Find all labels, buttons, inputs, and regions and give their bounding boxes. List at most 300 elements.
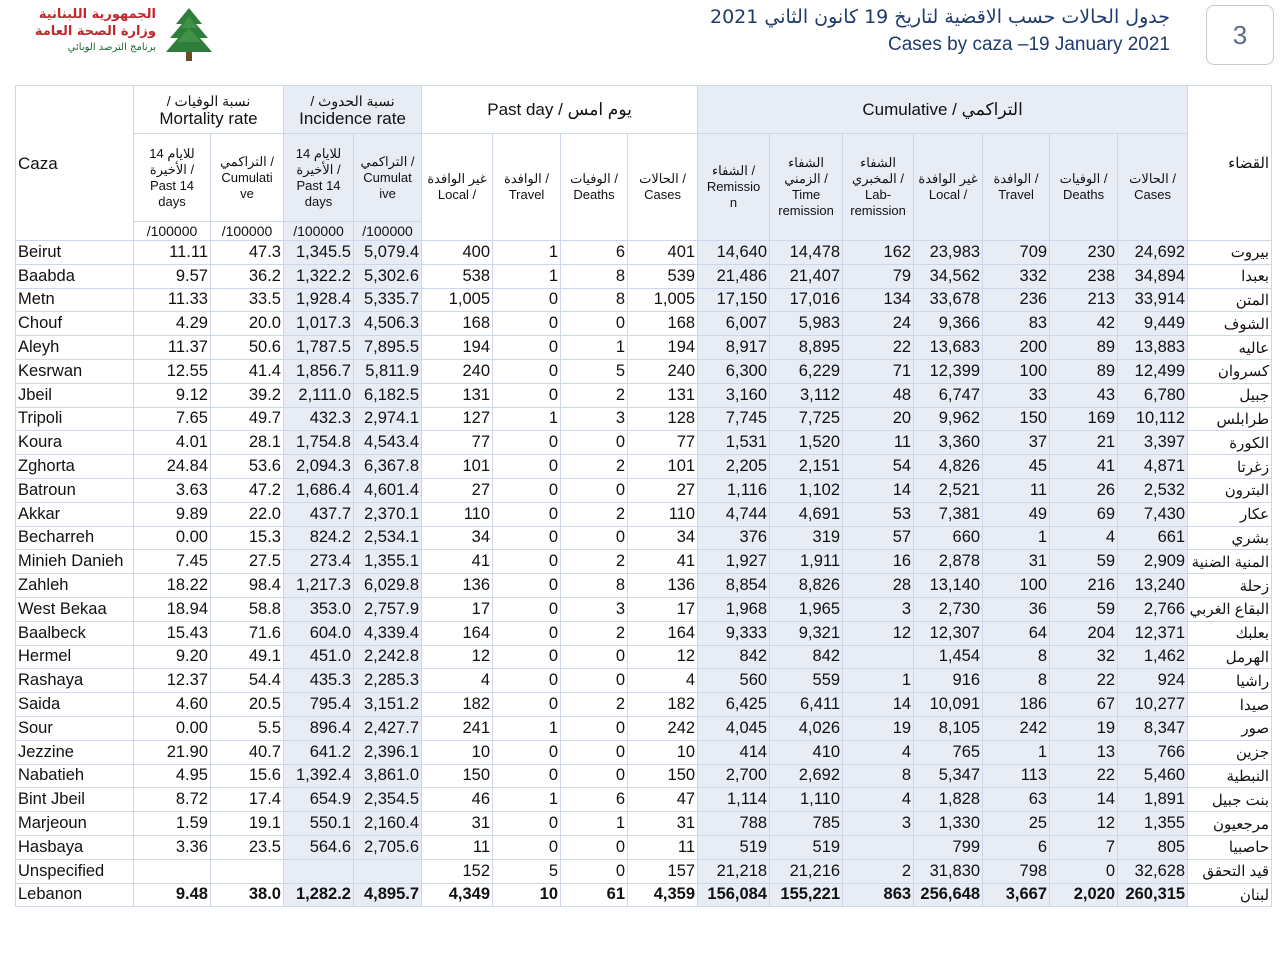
mortality-past14: 18.22 <box>134 574 211 598</box>
table-row <box>16 407 1272 431</box>
caza-name-arabic: طرابلس <box>1188 407 1272 431</box>
incidence-past14: 1,928.4 <box>284 288 354 312</box>
ministry-logo <box>16 6 211 62</box>
cum-cases: 260,315 <box>1118 883 1188 907</box>
pastday-travel: 0 <box>493 740 561 764</box>
cum-time-remission: 6,229 <box>770 359 843 383</box>
table-row <box>16 288 1272 312</box>
pastday-local: 46 <box>422 788 493 812</box>
page-number: 3 <box>1206 5 1274 65</box>
cum-lab-remission: 11 <box>843 431 914 455</box>
cum-travel: 332 <box>983 264 1050 288</box>
header-cumulative: Cumulative / التراكمي <box>698 86 1188 134</box>
caza-name: Koura <box>16 431 134 455</box>
cum-lab-remission: 14 <box>843 693 914 717</box>
label-ar: / الشفاء <box>712 163 756 178</box>
cum-travel: 113 <box>983 764 1050 788</box>
caza-name-arabic: بنت جبيل <box>1188 788 1272 812</box>
cum-travel: 798 <box>983 859 1050 883</box>
pastday-travel: 0 <box>493 669 561 693</box>
pastday-deaths: 8 <box>561 264 628 288</box>
caza-name: Minieh Danieh <box>16 550 134 574</box>
incidence-past14: 1,345.5 <box>284 241 354 265</box>
cum-local: 916 <box>914 669 983 693</box>
caza-name: Zghorta <box>16 455 134 479</box>
incidence-cumulative: 7,895.5 <box>354 336 422 360</box>
cum-remission: 6,300 <box>698 359 770 383</box>
caza-name-arabic: المتن <box>1188 288 1272 312</box>
cum-local: 23,983 <box>914 241 983 265</box>
pastday-local: 41 <box>422 550 493 574</box>
cases-by-caza-table <box>15 85 1272 907</box>
pastday-local: 240 <box>422 359 493 383</box>
pastday-deaths: 6 <box>561 241 628 265</box>
incidence-past14: 435.3 <box>284 669 354 693</box>
cum-lab-remission: 16 <box>843 550 914 574</box>
incidence-cumulative: 3,861.0 <box>354 764 422 788</box>
caza-name-arabic: بعلبك <box>1188 621 1272 645</box>
label-ar: / الوافدة <box>504 171 549 186</box>
incidence-cumulative: 4,601.4 <box>354 478 422 502</box>
label-en: Past 14 <box>296 177 341 193</box>
cum-deaths: 213 <box>1050 288 1118 312</box>
table-row <box>16 645 1272 669</box>
caza-name-arabic: الشوف <box>1188 312 1272 336</box>
caza-name: Aleyh <box>16 336 134 360</box>
pastday-cases: 136 <box>628 574 698 598</box>
pastday-travel: 0 <box>493 336 561 360</box>
cum-cases: 805 <box>1118 835 1188 859</box>
mortality-cumulative: 41.4 <box>211 359 284 383</box>
cum-remission: 6,007 <box>698 312 770 336</box>
header-incidence-past14 <box>284 134 354 222</box>
label-en: remission <box>778 203 834 218</box>
mortality-cumulative: 98.4 <box>211 574 284 598</box>
label-ar: / الحالات <box>1129 171 1176 186</box>
incidence-cumulative: 4,506.3 <box>354 312 422 336</box>
pastday-deaths: 0 <box>561 764 628 788</box>
label-en: Local / <box>437 187 477 202</box>
cum-deaths: 43 <box>1050 383 1118 407</box>
cum-cases: 1,462 <box>1118 645 1188 669</box>
pastday-local: 400 <box>422 241 493 265</box>
label-en: days <box>158 193 186 209</box>
table-row <box>16 359 1272 383</box>
cum-cases: 24,692 <box>1118 241 1188 265</box>
incidence-past14: 1,686.4 <box>284 478 354 502</box>
caza-name: Metn <box>16 288 134 312</box>
label-en: remission <box>850 203 906 218</box>
pastday-local: 127 <box>422 407 493 431</box>
cum-local: 12,399 <box>914 359 983 383</box>
cum-local: 5,347 <box>914 764 983 788</box>
pastday-local: 77 <box>422 431 493 455</box>
cum-deaths: 4 <box>1050 526 1118 550</box>
caza-name-arabic: بعبدا <box>1188 264 1272 288</box>
cum-local: 799 <box>914 835 983 859</box>
cum-lab-remission: 2 <box>843 859 914 883</box>
table-row <box>16 669 1272 693</box>
pastday-deaths: 3 <box>561 407 628 431</box>
mortality-past14: 4.01 <box>134 431 211 455</box>
header-unit: /100000 <box>354 222 422 241</box>
label-en: Past 14 <box>149 177 195 193</box>
table-row <box>16 455 1272 479</box>
cum-deaths: 69 <box>1050 502 1118 526</box>
header-unit: /100000 <box>211 222 284 241</box>
cum-deaths: 216 <box>1050 574 1118 598</box>
label-ar: / الأخيرة <box>149 161 195 177</box>
cum-remission: 156,084 <box>698 883 770 907</box>
cum-cases: 7,430 <box>1118 502 1188 526</box>
cum-travel: 64 <box>983 621 1050 645</box>
mortality-cumulative: 54.4 <box>211 669 284 693</box>
label-ar: غير الوافدة <box>427 171 487 186</box>
mortality-cumulative: 50.6 <box>211 336 284 360</box>
cum-time-remission: 21,407 <box>770 264 843 288</box>
cum-time-remission: 2,151 <box>770 455 843 479</box>
cum-deaths: 32 <box>1050 645 1118 669</box>
table-row <box>16 431 1272 455</box>
pastday-cases: 157 <box>628 859 698 883</box>
pastday-deaths: 0 <box>561 645 628 669</box>
incidence-past14: 451.0 <box>284 645 354 669</box>
logo-line-1: الجمهورية اللبنانية <box>38 7 156 22</box>
pastday-travel: 0 <box>493 383 561 407</box>
incidence-past14: 896.4 <box>284 716 354 740</box>
cum-time-remission: 14,478 <box>770 241 843 265</box>
pastday-cases: 41 <box>628 550 698 574</box>
incidence-cumulative: 2,285.3 <box>354 669 422 693</box>
cum-deaths: 204 <box>1050 621 1118 645</box>
cum-deaths: 22 <box>1050 669 1118 693</box>
cum-local: 3,360 <box>914 431 983 455</box>
pastday-local: 182 <box>422 693 493 717</box>
mortality-cumulative: 19.1 <box>211 812 284 836</box>
label-en: ive <box>379 185 396 201</box>
caza-name: Hasbaya <box>16 835 134 859</box>
incidence-past14: 654.9 <box>284 788 354 812</box>
table-row <box>16 383 1272 407</box>
table-row <box>16 502 1272 526</box>
caza-name: Becharreh <box>16 526 134 550</box>
mortality-past14: 4.60 <box>134 693 211 717</box>
incidence-cumulative: 2,427.7 <box>354 716 422 740</box>
cum-lab-remission <box>843 835 914 859</box>
incidence-past14: 1,392.4 <box>284 764 354 788</box>
pastday-travel: 0 <box>493 312 561 336</box>
header-caza: Caza <box>16 86 134 241</box>
mortality-past14: 7.45 <box>134 550 211 574</box>
pastday-deaths: 0 <box>561 835 628 859</box>
cum-travel: 200 <box>983 336 1050 360</box>
table-row <box>16 574 1272 598</box>
incidence-past14: 353.0 <box>284 597 354 621</box>
pastday-local: 17 <box>422 597 493 621</box>
pastday-deaths: 0 <box>561 859 628 883</box>
cum-travel: 83 <box>983 312 1050 336</box>
cum-local: 2,730 <box>914 597 983 621</box>
table-row <box>16 621 1272 645</box>
label-en: Time <box>791 187 821 202</box>
cum-travel: 236 <box>983 288 1050 312</box>
mortality-past14: 4.29 <box>134 312 211 336</box>
cum-travel: 3,667 <box>983 883 1050 907</box>
pastday-deaths: 0 <box>561 669 628 693</box>
header-mortality-rate <box>134 86 284 134</box>
mortality-past14: 7.65 <box>134 407 211 431</box>
logo-line-3: برنامج الترصد الوبائي <box>67 42 156 53</box>
cum-time-remission: 5,983 <box>770 312 843 336</box>
pastday-travel: 1 <box>493 716 561 740</box>
header-incidence-ar: نسبة الحدوث / <box>310 92 395 109</box>
caza-name: Lebanon <box>16 883 134 907</box>
pastday-local: 27 <box>422 478 493 502</box>
cum-time-remission: 1,911 <box>770 550 843 574</box>
cum-deaths: 19 <box>1050 716 1118 740</box>
table-row <box>16 716 1272 740</box>
cum-travel: 8 <box>983 669 1050 693</box>
pastday-travel: 0 <box>493 550 561 574</box>
cum-cases: 13,883 <box>1118 336 1188 360</box>
caza-name: Nabatieh <box>16 764 134 788</box>
cum-local: 10,091 <box>914 693 983 717</box>
label-en: Travel <box>998 187 1034 202</box>
caza-name-arabic: مرجعيون <box>1188 812 1272 836</box>
pastday-deaths: 8 <box>561 574 628 598</box>
table-row <box>16 788 1272 812</box>
logo-text <box>16 6 156 56</box>
cum-local: 12,307 <box>914 621 983 645</box>
incidence-cumulative: 2,757.9 <box>354 597 422 621</box>
table-row <box>16 597 1272 621</box>
cum-cases: 13,240 <box>1118 574 1188 598</box>
mortality-past14: 3.36 <box>134 835 211 859</box>
table-row <box>16 859 1272 883</box>
cum-local: 31,830 <box>914 859 983 883</box>
pastday-cases: 10 <box>628 740 698 764</box>
cum-deaths: 0 <box>1050 859 1118 883</box>
cum-cases: 34,894 <box>1118 264 1188 288</box>
mortality-cumulative: 58.8 <box>211 597 284 621</box>
cum-travel: 63 <box>983 788 1050 812</box>
pastday-travel: 1 <box>493 241 561 265</box>
incidence-cumulative: 2,534.1 <box>354 526 422 550</box>
pastday-travel: 0 <box>493 621 561 645</box>
caza-name-arabic: النبطية <box>1188 764 1272 788</box>
cum-deaths: 230 <box>1050 241 1118 265</box>
pastday-deaths: 0 <box>561 312 628 336</box>
caza-name: Hermel <box>16 645 134 669</box>
mortality-past14: 12.55 <box>134 359 211 383</box>
incidence-past14: 437.7 <box>284 502 354 526</box>
cum-deaths: 21 <box>1050 431 1118 455</box>
caza-name: Kesrwan <box>16 359 134 383</box>
pastday-cases: 4,359 <box>628 883 698 907</box>
pastday-local: 194 <box>422 336 493 360</box>
pastday-local: 1,005 <box>422 288 493 312</box>
header-past-day: Past day / يوم امس <box>422 86 698 134</box>
mortality-past14: 9.57 <box>134 264 211 288</box>
mortality-cumulative: 28.1 <box>211 431 284 455</box>
pastday-local: 10 <box>422 740 493 764</box>
incidence-past14: 564.6 <box>284 835 354 859</box>
pastday-travel: 0 <box>493 764 561 788</box>
incidence-past14: 2,094.3 <box>284 455 354 479</box>
cum-lab-remission: 14 <box>843 478 914 502</box>
cum-time-remission: 4,691 <box>770 502 843 526</box>
cum-remission: 4,744 <box>698 502 770 526</box>
caza-name: Jbeil <box>16 383 134 407</box>
cum-deaths: 22 <box>1050 764 1118 788</box>
table-row <box>16 740 1272 764</box>
pastday-deaths: 2 <box>561 502 628 526</box>
pastday-deaths: 0 <box>561 526 628 550</box>
table-body <box>16 241 1272 907</box>
cum-cases: 1,891 <box>1118 788 1188 812</box>
pastday-local: 136 <box>422 574 493 598</box>
cum-lab-remission: 28 <box>843 574 914 598</box>
incidence-cumulative: 6,367.8 <box>354 455 422 479</box>
cum-local: 7,381 <box>914 502 983 526</box>
pastday-cases: 110 <box>628 502 698 526</box>
cum-cases: 32,628 <box>1118 859 1188 883</box>
cum-remission: 14,640 <box>698 241 770 265</box>
cum-travel: 25 <box>983 812 1050 836</box>
caza-name: Baabda <box>16 264 134 288</box>
mortality-cumulative: 40.7 <box>211 740 284 764</box>
pastday-cases: 31 <box>628 812 698 836</box>
label-en: Local / <box>928 187 968 202</box>
mortality-past14: 12.37 <box>134 669 211 693</box>
incidence-past14: 1,282.2 <box>284 883 354 907</box>
caza-name: Rashaya <box>16 669 134 693</box>
cum-remission: 9,333 <box>698 621 770 645</box>
cum-lab-remission: 4 <box>843 740 914 764</box>
mortality-cumulative: 49.1 <box>211 645 284 669</box>
header-unit: /100000 <box>284 222 354 241</box>
cum-lab-remission: 24 <box>843 312 914 336</box>
pastday-cases: 47 <box>628 788 698 812</box>
cum-remission: 4,045 <box>698 716 770 740</box>
pastday-deaths: 8 <box>561 288 628 312</box>
header-pastday-deaths <box>561 134 628 241</box>
table-row <box>16 812 1272 836</box>
cum-remission: 414 <box>698 740 770 764</box>
cum-travel: 150 <box>983 407 1050 431</box>
mortality-cumulative: 15.6 <box>211 764 284 788</box>
incidence-past14: 1,017.3 <box>284 312 354 336</box>
cum-time-remission: 1,110 <box>770 788 843 812</box>
incidence-past14: 1,754.8 <box>284 431 354 455</box>
header-incidence-rate <box>284 86 422 134</box>
cum-remission: 3,160 <box>698 383 770 407</box>
mortality-cumulative: 20.5 <box>211 693 284 717</box>
caza-name: Tripoli <box>16 407 134 431</box>
pastday-cases: 168 <box>628 312 698 336</box>
caza-name-arabic: الهرمل <box>1188 645 1272 669</box>
incidence-cumulative: 1,355.1 <box>354 550 422 574</box>
caza-name-arabic: لبنان <box>1188 883 1272 907</box>
header-unit: /100000 <box>134 222 211 241</box>
cum-deaths: 7 <box>1050 835 1118 859</box>
cum-lab-remission: 53 <box>843 502 914 526</box>
cum-lab-remission: 54 <box>843 455 914 479</box>
pastday-local: 101 <box>422 455 493 479</box>
pastday-deaths: 0 <box>561 431 628 455</box>
cum-travel: 11 <box>983 478 1050 502</box>
cum-cases: 6,780 <box>1118 383 1188 407</box>
pastday-cases: 11 <box>628 835 698 859</box>
cum-time-remission: 4,026 <box>770 716 843 740</box>
pastday-travel: 0 <box>493 478 561 502</box>
cum-deaths: 2,020 <box>1050 883 1118 907</box>
pastday-deaths: 0 <box>561 478 628 502</box>
incidence-past14: 641.2 <box>284 740 354 764</box>
cum-lab-remission: 3 <box>843 597 914 621</box>
cum-travel: 37 <box>983 431 1050 455</box>
pastday-local: 31 <box>422 812 493 836</box>
caza-name: Baalbeck <box>16 621 134 645</box>
incidence-past14: 1,217.3 <box>284 574 354 598</box>
cum-lab-remission: 1 <box>843 669 914 693</box>
pastday-deaths: 1 <box>561 336 628 360</box>
cum-remission: 17,150 <box>698 288 770 312</box>
cum-remission: 7,745 <box>698 407 770 431</box>
cum-deaths: 41 <box>1050 455 1118 479</box>
mortality-cumulative: 49.7 <box>211 407 284 431</box>
pastday-deaths: 2 <box>561 550 628 574</box>
cum-time-remission: 17,016 <box>770 288 843 312</box>
pastday-travel: 0 <box>493 288 561 312</box>
header-cum-remission <box>698 134 770 241</box>
header-cum-travel <box>983 134 1050 241</box>
mortality-past14: 3.63 <box>134 478 211 502</box>
label-ar: / الوفيات <box>570 171 618 186</box>
caza-name-arabic: جزين <box>1188 740 1272 764</box>
pastday-cases: 101 <box>628 455 698 479</box>
header-cum-local <box>914 134 983 241</box>
pastday-cases: 240 <box>628 359 698 383</box>
mortality-cumulative: 20.0 <box>211 312 284 336</box>
cum-time-remission: 2,692 <box>770 764 843 788</box>
cum-local: 2,878 <box>914 550 983 574</box>
pastday-deaths: 2 <box>561 621 628 645</box>
incidence-past14: 1,787.5 <box>284 336 354 360</box>
cum-time-remission: 21,216 <box>770 859 843 883</box>
cum-remission: 376 <box>698 526 770 550</box>
pastday-cases: 27 <box>628 478 698 502</box>
incidence-past14: 432.3 <box>284 407 354 431</box>
incidence-past14: 604.0 <box>284 621 354 645</box>
pastday-cases: 1,005 <box>628 288 698 312</box>
cum-time-remission: 785 <box>770 812 843 836</box>
cum-travel: 6 <box>983 835 1050 859</box>
incidence-past14: 824.2 <box>284 526 354 550</box>
mortality-past14: 11.37 <box>134 336 211 360</box>
mortality-past14: 24.84 <box>134 455 211 479</box>
label-ar: / المخبري <box>852 171 905 186</box>
mortality-past14: 18.94 <box>134 597 211 621</box>
mortality-cumulative: 38.0 <box>211 883 284 907</box>
cum-time-remission: 3,112 <box>770 383 843 407</box>
label-en: Cases <box>644 187 681 202</box>
label-en: Deaths <box>573 187 615 202</box>
mortality-cumulative: 47.2 <box>211 478 284 502</box>
cum-travel: 709 <box>983 241 1050 265</box>
caza-name-arabic: قيد التحقق <box>1188 859 1272 883</box>
pastday-cases: 17 <box>628 597 698 621</box>
